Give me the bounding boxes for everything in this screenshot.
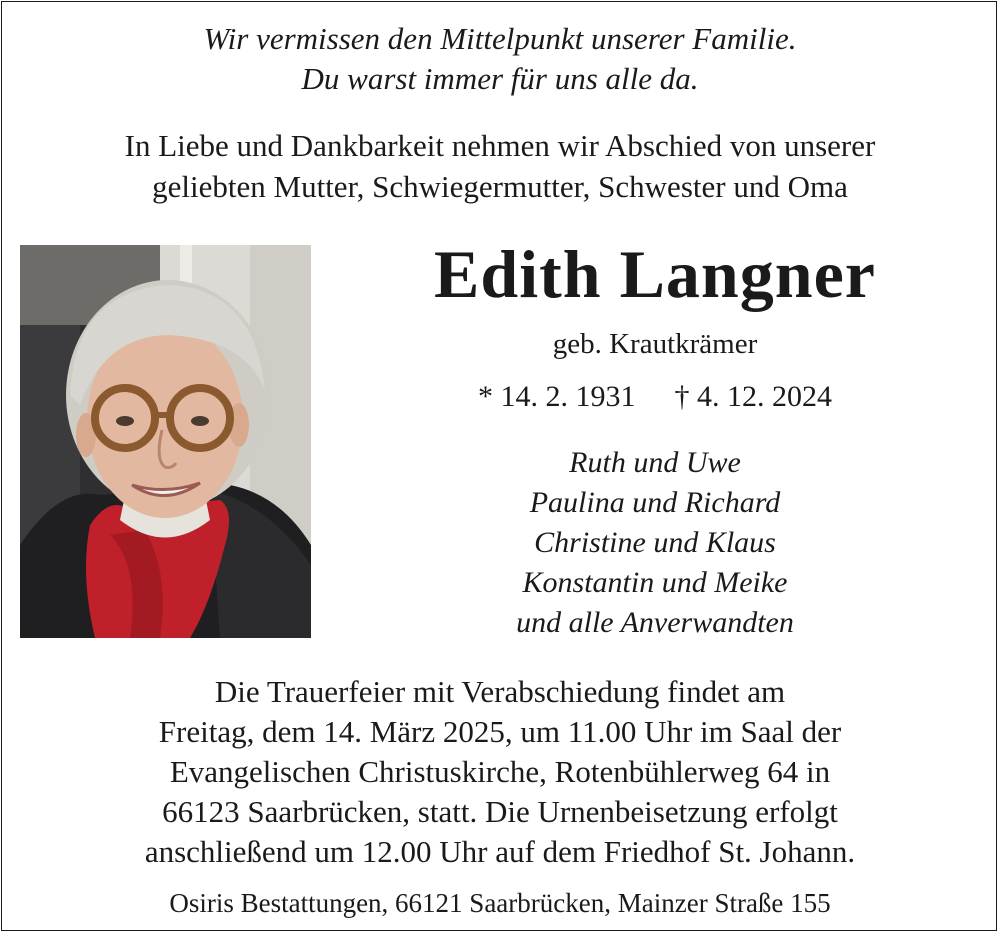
mourner-line: und alle Anverwandten — [516, 606, 794, 639]
birth-date: * 14. 2. 1931 — [478, 380, 636, 413]
mourner-line: Paulina und Richard — [529, 486, 781, 519]
mourner-line: Christine und Klaus — [534, 526, 776, 559]
intro-line-2: geliebten Mutter, Schwiegermutter, Schwester und Oma — [152, 169, 848, 204]
death-date: † 4. 12. 2024 — [674, 380, 832, 413]
motto-line-1: Wir vermissen den Mittelpunkt unserer Familie. — [203, 21, 797, 56]
service-line-1: Die Trauerfeier mit Verabschiedung findet am — [214, 674, 786, 709]
service-line-5: anschließend um 12.00 Uhr auf dem Friedhof St. Johann. — [144, 834, 856, 869]
deceased-name: Edith Langner — [434, 236, 876, 312]
mourner-line: Ruth und Uwe — [569, 446, 741, 479]
intro-line-1: In Liebe und Dankbarkeit nehmen wir Abschied von unserer — [124, 128, 876, 163]
undertaker-line: Osiris Bestattungen, 66121 Saarbrücken, Mainzer Straße 155 — [169, 888, 831, 918]
motto-line-2: Du warst immer für uns alle da. — [301, 61, 699, 96]
portrait-photo — [20, 245, 311, 638]
service-line-2: Freitag, dem 14. März 2025, um 11.00 Uhr im Saal der — [158, 714, 842, 749]
mourner-line: Konstantin und Meike — [522, 566, 788, 599]
maiden-name: geb. Krautkrämer — [552, 328, 758, 360]
service-line-4: 66123 Saarbrücken, statt. Die Urnenbeisetzung erfolgt — [162, 794, 838, 829]
life-dates — [400, 382, 910, 412]
service-line-3: Evangelischen Christuskirche, Rotenbühlerweg 64 in — [169, 754, 831, 789]
